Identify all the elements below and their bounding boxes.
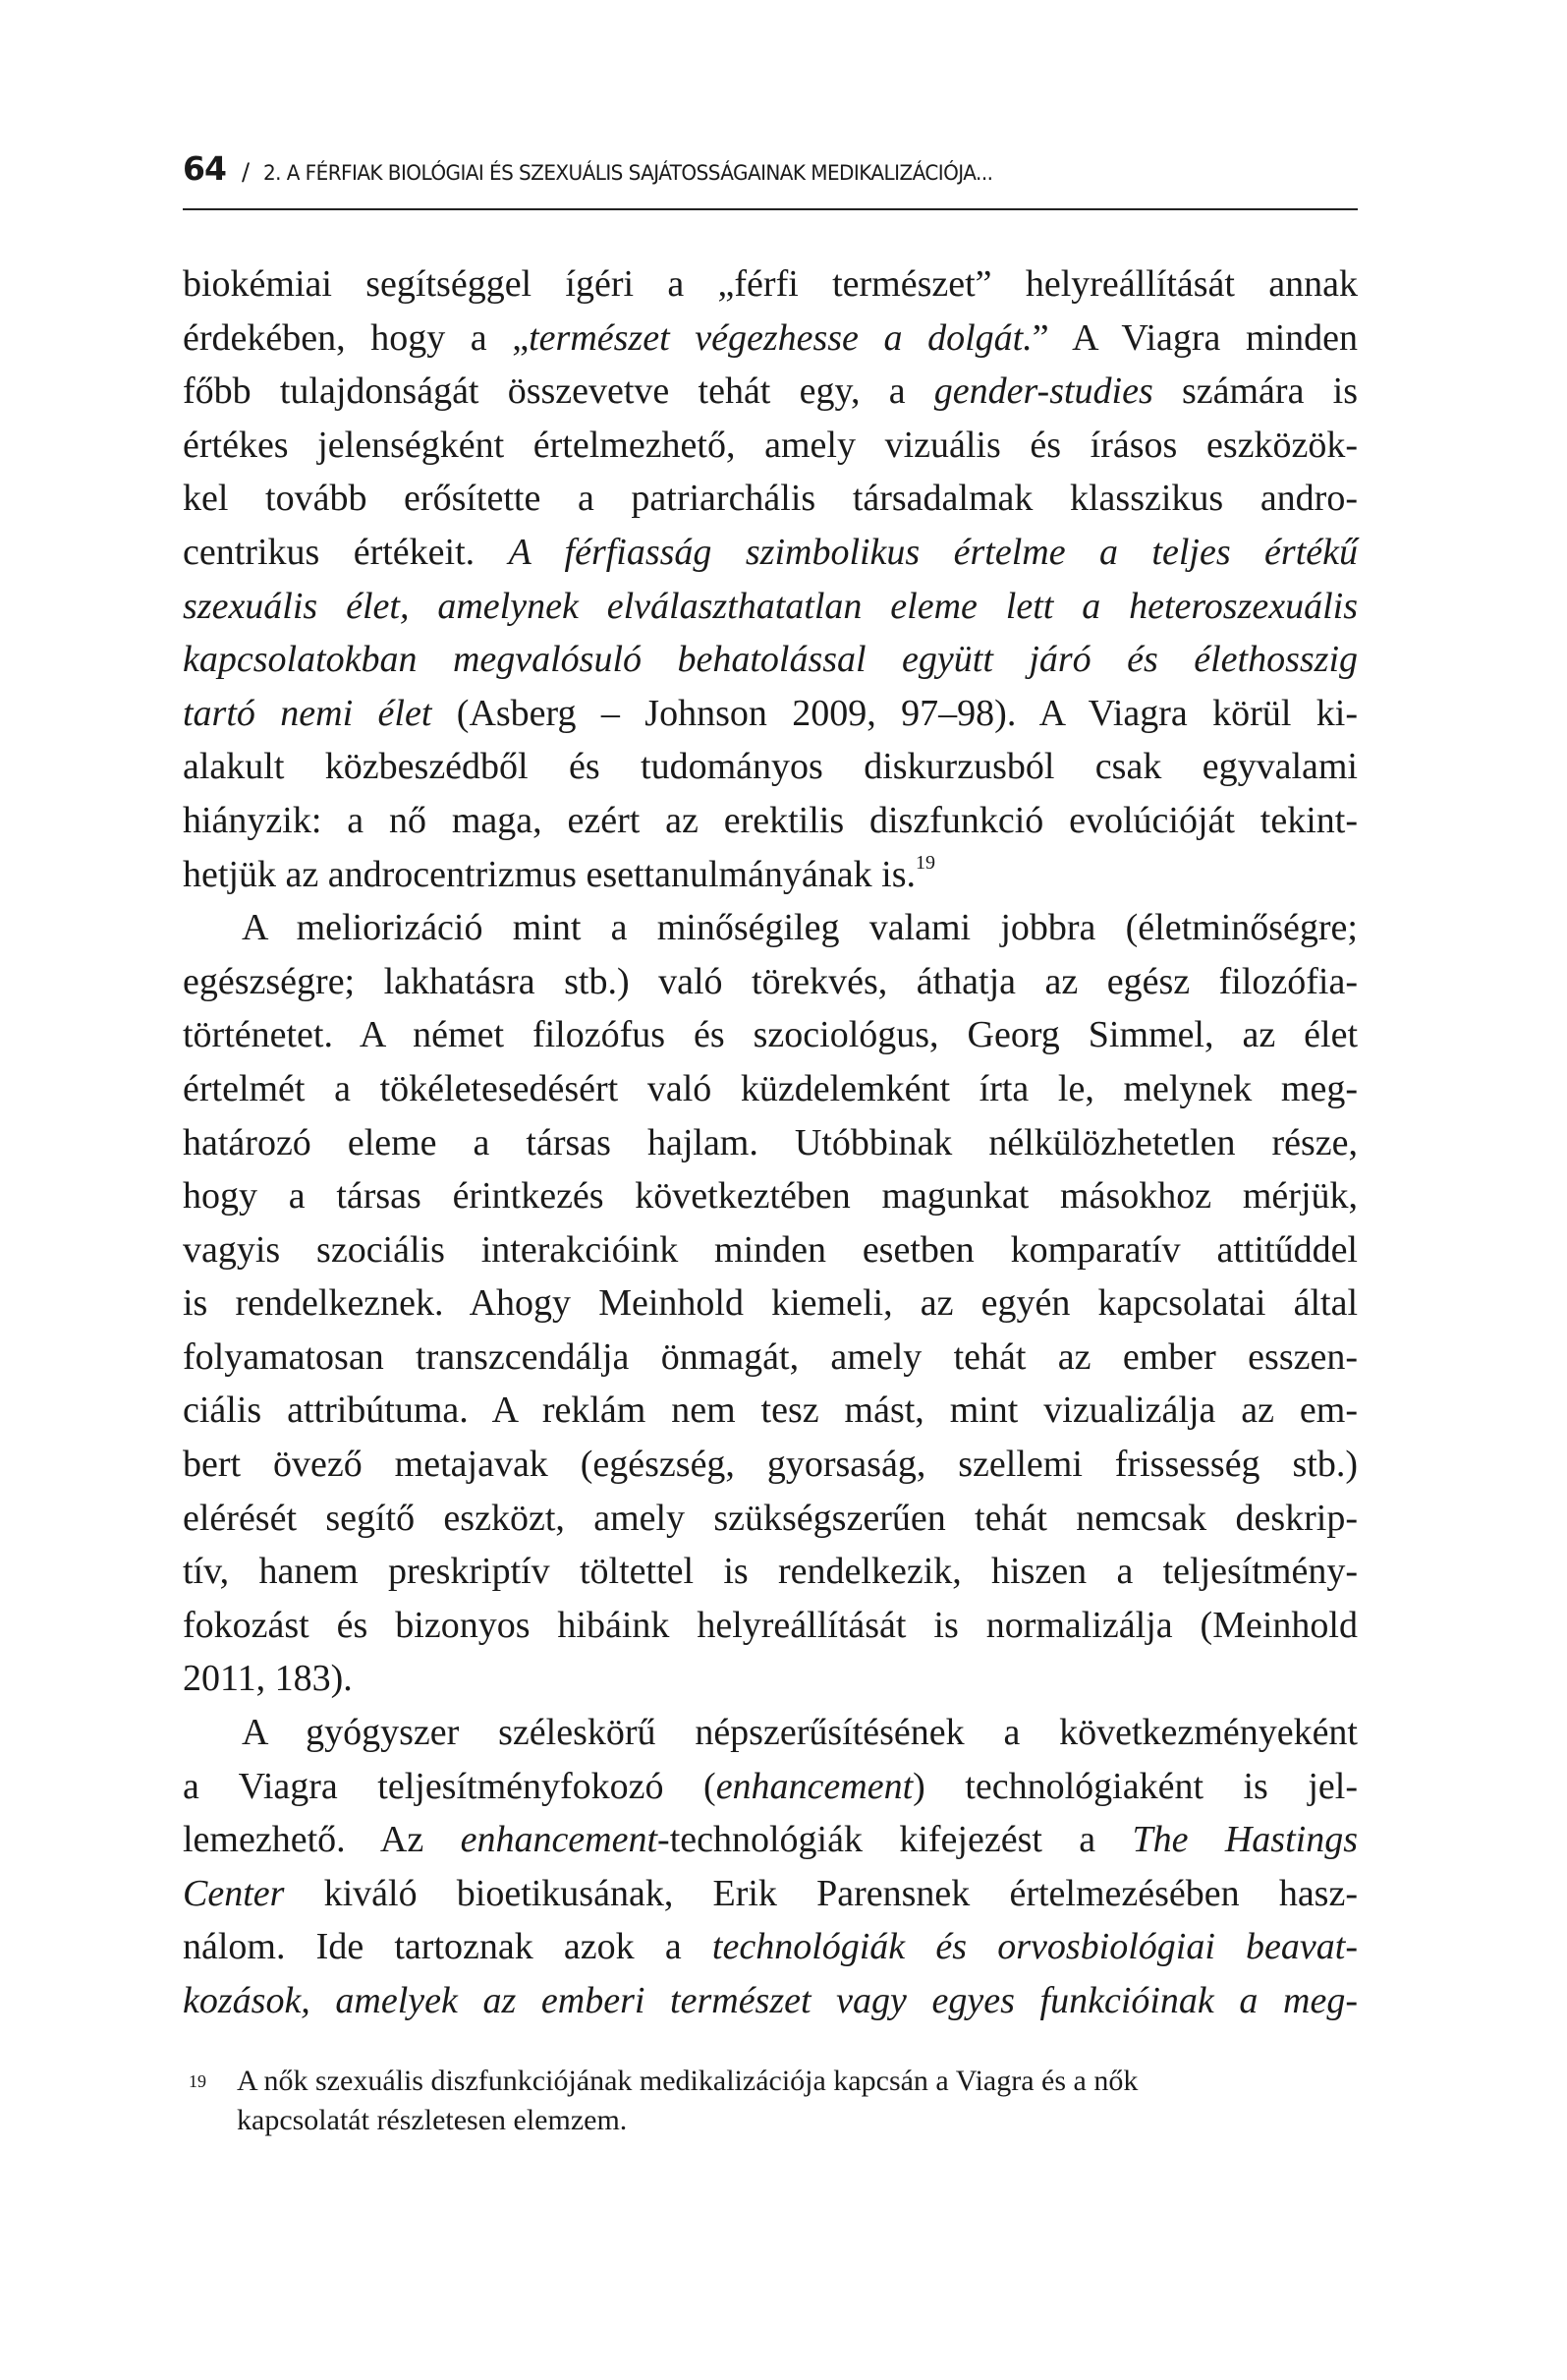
text-line <box>183 1008 1358 1062</box>
text-line <box>183 1223 1358 1277</box>
text-run: számára is <box>1152 370 1359 413</box>
text-line <box>183 1116 1358 1170</box>
text-line <box>183 580 1358 634</box>
italic-text: The Hastings <box>1132 1819 1358 1861</box>
text-run: centrikus értékeit. <box>183 531 509 573</box>
text-run: ” A Viagra minden <box>1032 316 1358 359</box>
text-line <box>183 1438 1358 1492</box>
text-run: nálom. Ide tartoznak azok a <box>183 1926 712 1968</box>
text-line <box>183 1652 1358 1706</box>
italic-text: kozások, amelyek az emberi természet vagy egyes funkcióinak a meg- <box>183 1980 1358 2021</box>
italic-text: természet végezhesse a dolgát. <box>529 316 1033 359</box>
text-line <box>183 1384 1358 1438</box>
text-run: egészségre; lakhatásra stb.) való törekvés, áthatja az egész filozófia- <box>183 960 1358 1002</box>
text-run: hogy a társas érintkezés következtében magunkat másokhoz mérjük, <box>183 1175 1358 1218</box>
text-line <box>183 633 1358 687</box>
text-line <box>183 472 1358 526</box>
footnote-line: kapcsolatát részletesen elemzem. <box>237 2104 628 2136</box>
text-line <box>183 1062 1358 1116</box>
text-run: értékes jelenségként értelmezhető, amely vizuális és írásos eszközök- <box>183 424 1358 466</box>
text-run: elérését segítő eszközt, amely szükségszerűen tehát nemcsak deskrip- <box>183 1497 1358 1539</box>
footnote-19 <box>183 2062 1358 2140</box>
footnote-text <box>237 2062 1358 2140</box>
text-run: A meliorizáció mint a minőségileg valami jobbra (életminőségre; <box>242 907 1358 949</box>
text-run: érdekében, hogy a „ <box>183 316 530 359</box>
text-run: folyamatosan transzcendálja önmagát, amely tehát az ember esszen- <box>183 1335 1358 1378</box>
text-line <box>183 1706 1358 1760</box>
italic-text: A férfiasság szimbolikus értelme a teljes értékű <box>508 531 1359 573</box>
text-line <box>183 1492 1358 1546</box>
text-run: határozó eleme a társas hajlam. Utóbbinak nélkülözhetetlen része, <box>183 1121 1358 1163</box>
text-run: értelmét a tökéletesedésért való küzdelemként írta le, melynek meg- <box>183 1067 1358 1109</box>
text-run: főbb tulajdonságát összevetve tehát egy, a <box>183 370 934 413</box>
text-line <box>183 687 1358 741</box>
footnote-line: A nők szexuális diszfunkciójának medikalizációja kapcsán a Viagra és a nők <box>237 2065 1139 2097</box>
text-line <box>183 848 1358 902</box>
text-run: hetjük az androcentrizmus esettanulmányának is. <box>183 853 917 895</box>
text-run: bert övező metajavak (egészség, gyorsaság, szellemi frissesség stb.) <box>183 1444 1358 1486</box>
text-run: hiányzik: a nő maga, ezért az erektilis diszfunkció evolúcióját tekint- <box>183 799 1358 841</box>
text-line <box>183 1760 1358 1814</box>
italic-text: enhancement <box>460 1819 658 1861</box>
page-number: 64 <box>183 149 226 188</box>
header-separator: / <box>241 158 251 186</box>
text-line <box>183 419 1358 473</box>
text-run: biokémiai segítséggel ígéri a „férfi természet” helyreállítását annak <box>183 263 1358 305</box>
text-line <box>183 526 1358 580</box>
text-line <box>183 1545 1358 1599</box>
text-line <box>183 901 1358 955</box>
text-run: fokozást és bizonyos hibáink helyreállítását is normalizálja (Meinhold <box>183 1604 1358 1646</box>
text-run: kiváló bioetikusának, Erik Parensnek értelmezésében hasz- <box>284 1872 1358 1914</box>
footnote-number: 19 <box>189 2071 206 2091</box>
italic-text: gender-studies <box>933 370 1153 413</box>
text-run: tív, hanem preskriptív töltettel is rendelkezik, hiszen a teljesítmény- <box>183 1551 1358 1593</box>
text-line <box>183 1331 1358 1385</box>
italic-text: kapcsolatokban megvalósuló behatolással együtt járó és élethosszig <box>183 639 1358 681</box>
text-run: kel tovább erősítette a patriarchális társadalmak klasszikus andro- <box>183 478 1358 520</box>
text-line <box>183 312 1358 366</box>
text-run: ) technológiaként is jel- <box>913 1765 1358 1807</box>
text-run: is rendelkeznek. Ahogy Meinhold kiemeli, az egyén kapcsolatai által <box>183 1282 1358 1325</box>
text-line <box>183 1599 1358 1653</box>
text-run: (Asberg – Johnson 2009, 97–98). A Viagra körül ki- <box>431 692 1358 734</box>
text-line <box>183 1813 1358 1867</box>
header-rule <box>183 208 1358 210</box>
body-text <box>183 257 1358 2028</box>
text-run: a Viagra teljesítményfokozó ( <box>183 1765 716 1807</box>
italic-text: szexuális élet, amelynek elválaszthatatlan eleme lett a heteroszexuális <box>183 585 1358 627</box>
text-run: alakult közbeszédből és tudományos diskurzusból csak egyvalami <box>183 746 1358 788</box>
text-line <box>183 257 1358 312</box>
text-line <box>183 1276 1358 1331</box>
text-run: ciális attribútuma. A reklám nem tesz mást, mint vizualizálja az em- <box>183 1389 1358 1432</box>
text-line <box>183 740 1358 794</box>
text-line <box>183 794 1358 848</box>
text-run: 2011, 183). <box>183 1658 353 1700</box>
text-line <box>183 955 1358 1009</box>
italic-text: tartó nemi élet <box>183 692 432 734</box>
text-run: vagyis szociális interakcióink minden esetben komparatív attitűddel <box>183 1228 1358 1271</box>
italic-text: enhancement <box>715 1765 914 1807</box>
chapter-title: 2. A FÉRFIAK BIOLÓGIAI ÉS SZEXUÁLIS SAJÁTOSSÁGAINAK MEDIKALIZÁCIÓJA... <box>263 161 993 186</box>
running-header <box>183 149 1358 189</box>
text-line <box>183 1974 1358 2028</box>
text-line <box>183 365 1358 419</box>
text-line <box>183 1920 1358 1974</box>
text-run: A gyógyszer széleskörű népszerűsítésének a következményeként <box>242 1712 1358 1754</box>
italic-text: technológiák és orvosbiológiai beavat- <box>711 1926 1359 1968</box>
text-line <box>183 1867 1358 1921</box>
text-line <box>183 1169 1358 1223</box>
text-run: -technológiák kifejezést a <box>657 1819 1133 1861</box>
italic-text: Center <box>183 1872 285 1914</box>
footnote-reference: 19 <box>916 851 936 874</box>
text-run: lemezhető. Az <box>183 1819 461 1861</box>
text-run: történetet. A német filozófus és szociológus, Georg Simmel, az élet <box>183 1014 1358 1056</box>
